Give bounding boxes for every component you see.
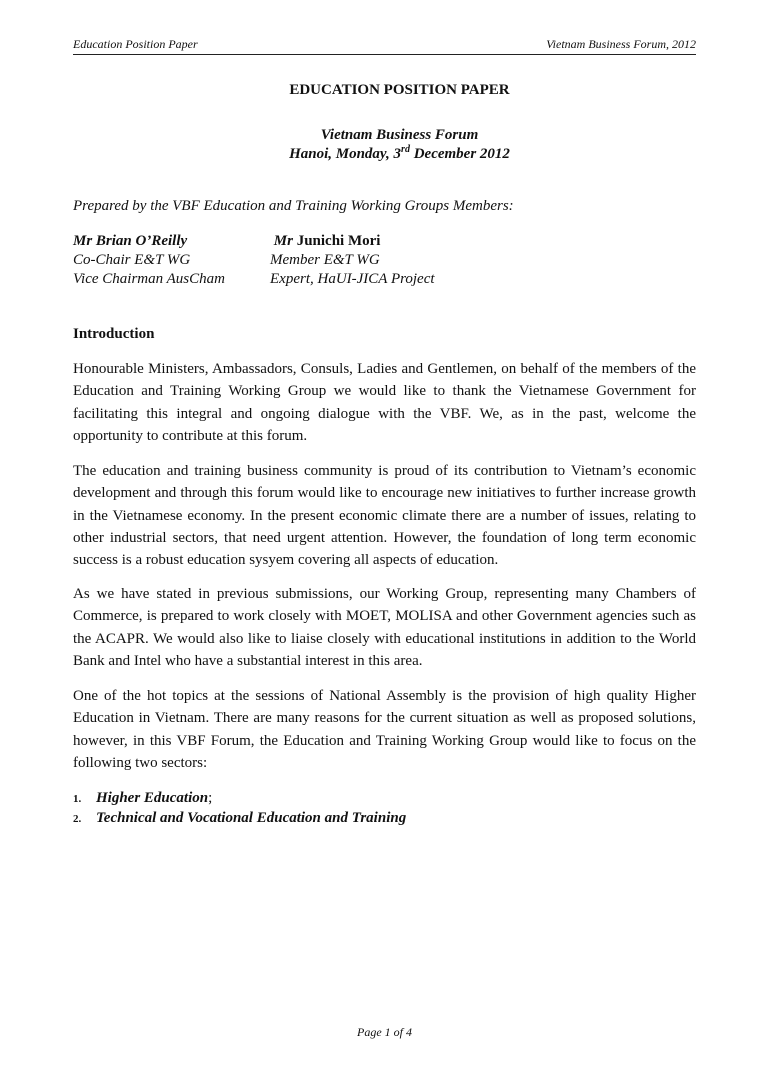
- list-item-text: [96, 788, 212, 808]
- member-2-org: Expert, HaUI-JICA Project: [270, 271, 435, 287]
- running-header: [73, 36, 696, 55]
- forum-name: Vietnam Business Forum: [320, 127, 479, 143]
- list-item-trail: ;: [208, 790, 213, 806]
- forum-date-suffix: December 2012: [409, 146, 510, 162]
- focus-sector-list: [73, 788, 696, 828]
- forum-date-prefix: Hanoi, Monday, 3: [289, 146, 402, 162]
- forum-date-ordinal: rd: [401, 144, 410, 155]
- list-item-text: [96, 808, 406, 828]
- forum-date: [73, 144, 696, 164]
- member-2-title: Mr: [273, 233, 293, 249]
- list-item-number: 2.: [73, 813, 82, 825]
- intro-paragraph-2: The education and training business community is proud of its contribution to Vietnam’s economic development and through this forum would like to encourage new initiatives to further increase growth in the Vietnamese economy. In the present economic climate there are a number of issues, relating to other industrial sectors, that need urgent attention. However, the foundation of long term economic success is a robust education sysyem covering all aspects of education.: [73, 463, 696, 569]
- prepared-by-line: Prepared by the VBF Education and Training Working Groups Members:: [73, 198, 514, 214]
- member-1-org: Vice Chairman AusCham: [73, 271, 225, 287]
- intro-paragraph-3: As we have stated in previous submissions, our Working Group, representing many Chambers of Commerce, is prepared to work closely with MOET, MOLISA and other Government agencies such as the ACAPR. We would also like to liaise closely with educational institutions in addition to the World Bank and Intel who have a substantial interest in this area.: [73, 586, 696, 669]
- member-2-name: [270, 232, 435, 251]
- header-right-text: Vietnam Business Forum, 2012: [546, 37, 696, 51]
- page-number-footer: Page 1 of 4: [357, 1025, 412, 1039]
- document-title: EDUCATION POSITION PAPER: [289, 82, 510, 98]
- header-left-text: Education Position Paper: [73, 37, 198, 51]
- member-block-2: [270, 232, 435, 289]
- intro-paragraph-1: Honourable Ministers, Ambassadors, Consuls, Ladies and Gentlemen, on behalf of the members of the Education and Training Working Group we would like to thank the Vietnamese Government for facilitating this integral and ongoing dialogue with the VBF. We, as in the past, welcome the opportunity to contribute at this forum.: [73, 361, 696, 444]
- member-1-role: Co-Chair E&T WG: [73, 252, 191, 268]
- member-2-role: Member E&T WG: [270, 252, 380, 268]
- member-2-name-text: Junichi Mori: [292, 233, 381, 249]
- list-item: [73, 808, 696, 828]
- introduction-heading: Introduction: [73, 326, 155, 342]
- list-item-label: Technical and Vocational Education and Training: [96, 810, 407, 826]
- member-block-1: [73, 232, 225, 289]
- member-1-name: Mr Brian O’Reilly: [73, 233, 188, 249]
- list-item-number: 1.: [73, 793, 82, 805]
- list-item-label: Higher Education: [96, 790, 209, 806]
- list-item: [73, 788, 696, 808]
- intro-paragraph-4: One of the hot topics at the sessions of National Assembly is the provision of high quality Higher Education in Vietnam. There are many reasons for the current situation as well as proposed solutions, however, in this VBF Forum, the Education and Training Working Group would like to focus on the following two sectors:: [73, 688, 696, 771]
